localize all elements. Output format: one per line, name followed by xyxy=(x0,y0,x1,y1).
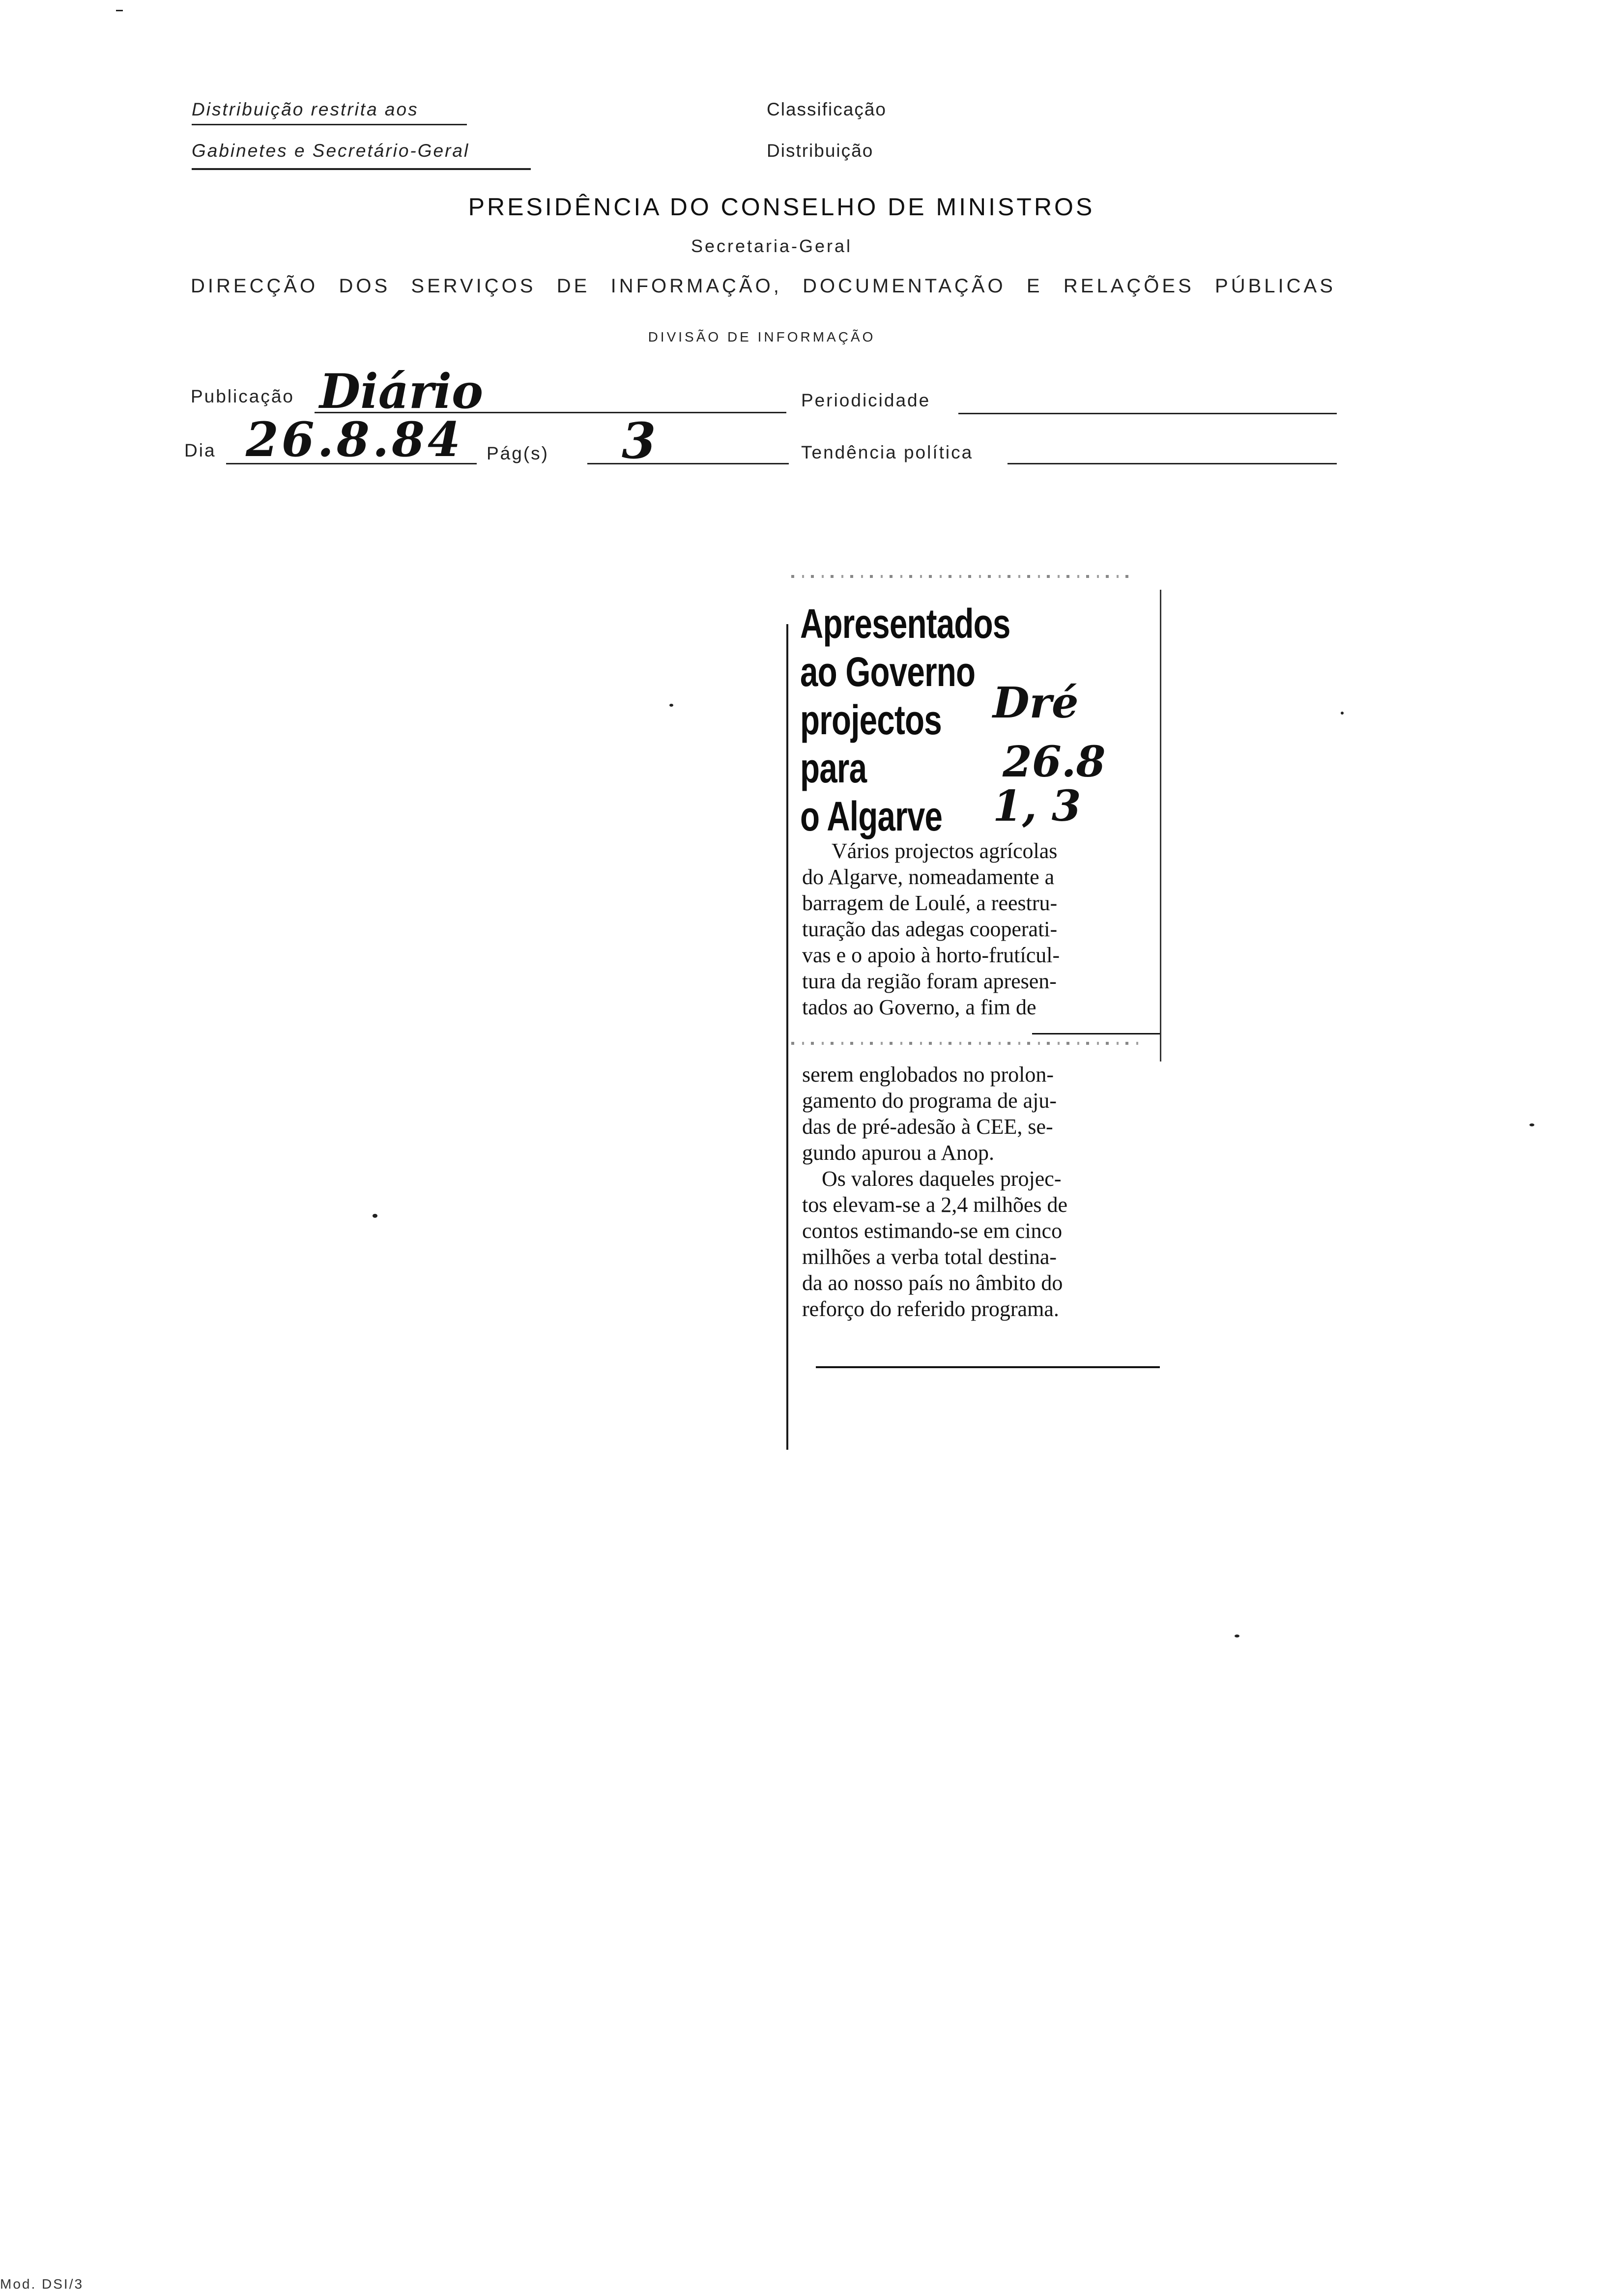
clipping-right-border xyxy=(1160,590,1161,1062)
paragraph-line: serem englobados no prolon- xyxy=(802,1062,1054,1087)
paragraph-line: tos elevam-se a 2,4 milhões de xyxy=(802,1193,1068,1217)
political-tendency-label: Tendência política xyxy=(801,442,974,462)
directorate-word: DIRECÇÃO xyxy=(191,275,318,297)
paragraph-line: turação das adegas cooperati- xyxy=(802,917,1058,941)
headline-line: ao Governo xyxy=(800,649,976,695)
scan-speck xyxy=(669,704,673,707)
form-code: Mod. DSI/3 xyxy=(0,2276,84,2292)
directorate-word: SERVIÇOS xyxy=(411,275,536,297)
paragraph-line: milhões a verba total destina- xyxy=(802,1245,1057,1269)
clipping-speckle-top xyxy=(791,575,1135,578)
scan-speck xyxy=(1529,1123,1534,1126)
paragraph-line: Vários projectos agrícolas xyxy=(832,839,1058,863)
publication-label: Publicação xyxy=(191,386,295,406)
newspaper-clipping xyxy=(786,560,1160,1396)
secretariat-heading: Secretaria-Geral xyxy=(691,236,853,256)
division-heading: DIVISÃO DE INFORMAÇÃO xyxy=(648,329,876,344)
periodicity-line xyxy=(958,413,1337,414)
paragraph-line: contos estimando-se em cinco xyxy=(802,1219,1063,1243)
headline-line: para xyxy=(800,745,867,791)
directorate-word: DOS xyxy=(339,275,391,297)
paragraph-line: vas e o apoio à horto-frutícul- xyxy=(802,943,1060,967)
paragraph-line: tados ao Governo, a fim de xyxy=(802,995,1036,1019)
paragraph-line: Os valores daqueles projec- xyxy=(822,1167,1062,1191)
pages-line xyxy=(587,463,789,464)
directorate-word: E xyxy=(1026,275,1043,297)
pages-label: Pág(s) xyxy=(487,443,549,463)
handwritten-note-page: 1, 3 xyxy=(993,781,1081,831)
directorate-word: DOCUMENTAÇÃO xyxy=(803,275,1006,297)
directorate-word: DE xyxy=(556,275,590,297)
paragraph-line: reforço do referido programa. xyxy=(802,1297,1059,1321)
presidency-heading: PRESIDÊNCIA DO CONSELHO DE MINISTROS xyxy=(468,193,1095,221)
scan-speck xyxy=(1341,712,1344,715)
headline-line: Apresentados xyxy=(800,601,1010,647)
classification-label: Classificação xyxy=(767,99,887,119)
political-tendency-line xyxy=(1008,463,1337,464)
directorate-word: PÚBLICAS xyxy=(1215,275,1336,297)
day-line xyxy=(226,463,477,464)
paragraph-line: da ao nosso país no âmbito do xyxy=(802,1271,1063,1295)
scan-speck xyxy=(116,10,123,11)
headline-line: projectos xyxy=(800,697,942,743)
directorate-word: INFORMAÇÃO, xyxy=(610,275,782,297)
paragraph-line: barragem de Loulé, a reestru- xyxy=(802,891,1058,915)
paragraph-line: gundo apurou a Anop. xyxy=(802,1141,995,1165)
clipping-cut-line xyxy=(1032,1033,1160,1034)
paragraph-line: das de pré-adesão à CEE, se- xyxy=(802,1115,1053,1139)
publication-value: Diário xyxy=(319,364,483,419)
directorate-heading xyxy=(191,275,1336,297)
directorate-word: RELAÇÕES xyxy=(1063,275,1194,297)
distribution-label: Distribuição xyxy=(767,141,874,161)
paragraph-line: do Algarve, nomeadamente a xyxy=(802,865,1055,889)
scan-speck xyxy=(1235,1635,1239,1637)
pages-value: 3 xyxy=(622,412,656,470)
paragraph-line: tura da região foram apresen- xyxy=(802,969,1057,993)
day-label: Dia xyxy=(184,440,216,460)
clipping-speckle-mid xyxy=(791,1042,1145,1045)
paragraph-line: gamento do programa de aju- xyxy=(802,1089,1057,1113)
clipping-paragraph-1 xyxy=(802,838,1156,1020)
restriction-line-1: Distribuição restrita aos xyxy=(192,99,467,125)
handwritten-note-date: 26.8 xyxy=(1003,737,1106,787)
handwritten-note-source: Dré xyxy=(993,678,1079,728)
restriction-line-2: Gabinetes e Secretário-Geral xyxy=(192,141,531,170)
clipping-left-border xyxy=(786,624,788,1450)
day-value: 26.8.84 xyxy=(246,412,463,467)
scan-speck xyxy=(373,1214,377,1218)
headline-line: o Algarve xyxy=(800,793,943,839)
clipping-headline xyxy=(800,600,1010,840)
clipping-paragraph-2 xyxy=(802,1062,1156,1322)
clipping-end-rule xyxy=(816,1366,1160,1368)
periodicity-label: Periodicidade xyxy=(801,390,931,410)
